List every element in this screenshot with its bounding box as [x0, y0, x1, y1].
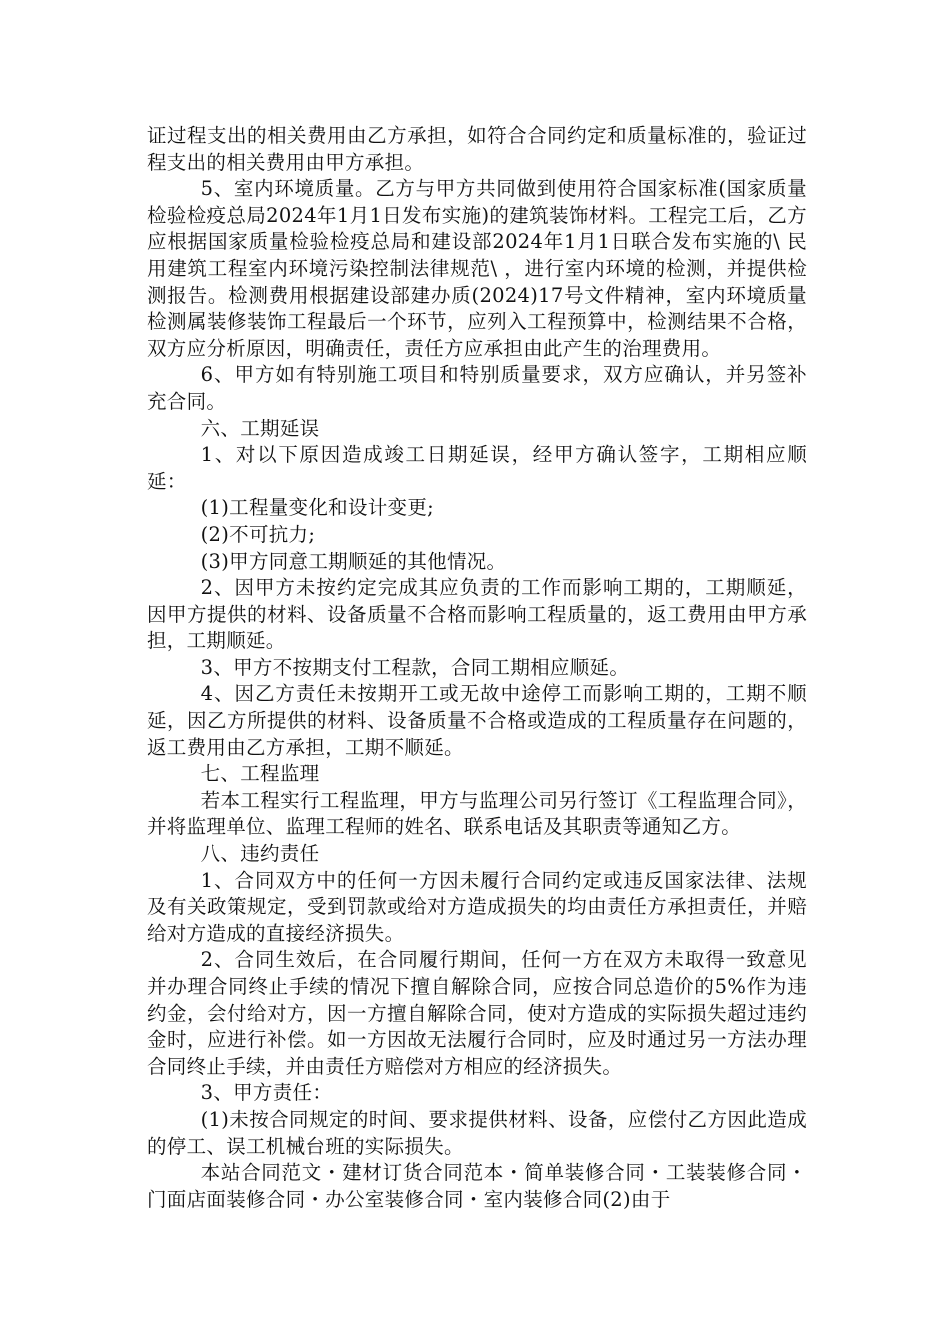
paragraph-liability-2: 2、合同生效后，在合同履行期间，任何一方在双方未取得一致意见并办理合同终止手续的情况下擅自解除合同，应按合同总造价的5%作为违约金，会付给对方，因一方擅自解除合同，使对方造成的实际损失超过违约金时，应进行补偿。如一方因故无法履行合同时，应及时通过另一方法办理合同终止手续，并由责任方赔偿对方相应的经济损失。	[147, 948, 807, 1078]
paragraph-party-a-liability: 3、甲方责任：	[200, 1081, 333, 1105]
paragraph-delay-reasons: 1、对以下原因造成竣工日期延误，经甲方确认签字，工期相应顺延：	[147, 443, 807, 493]
document-body	[147, 123, 807, 1213]
paragraph-special-requirements: 6、甲方如有特别施工项目和特别质量要求，双方应确认，并另签补充合同。	[147, 363, 807, 413]
paragraph-party-b-delay: 4、因乙方责任未按期开工或无故中途停工而影响工期的，工期不顺延，因乙方所提供的材料、设备质量不合格或造成的工程质量存在问题的，返工费用由乙方承担，工期不顺延。	[147, 682, 807, 759]
paragraph-liability-1: 1、合同双方中的任何一方因未履行合同约定或违反国家法律、法规及有关政策规定，受到罚款或给对方造成损失的均由责任方承担责任，并赔给对方造成的直接经济损失。	[147, 868, 807, 945]
paragraph-cost-verification: 证过程支出的相关费用由乙方承担，如符合合同约定和质量标准的，验证过程支出的相关费用由甲方承担。	[147, 124, 807, 174]
list-item-design-change: (1)工程量变化和设计变更;	[200, 496, 435, 520]
section-heading-delay: 六、工期延误	[200, 416, 320, 440]
paragraph-materials-liability: (1)未按合同规定的时间、要求提供材料、设备，应偿付乙方因此造成的停工、误工机械台班的实际损失。	[147, 1107, 807, 1158]
section-heading-supervision: 七、工程监理	[200, 762, 320, 786]
list-item-other: (3)甲方同意工期顺延的其他情况。	[200, 549, 507, 573]
paragraph-payment-delay: 3、甲方不按期支付工程款，合同工期相应顺延。	[200, 655, 630, 679]
paragraph-related-links: 本站合同范文・建材订货合同范本・简单装修合同・工装装修合同・门面店面装修合同・办公室装修合同・室内装修合同(2)由于	[147, 1161, 807, 1211]
section-heading-liability: 八、违约责任	[200, 842, 320, 866]
list-item-force-majeure: (2)不可抗力;	[200, 522, 316, 546]
paragraph-indoor-environment: 5、室内环境质量。乙方与甲方共同做到使用符合国家标准(国家质量检验检疫总局2024年1月1日发布实施)的建筑装饰材料。工程完工后，乙方应根据国家质量检验检疫总局和建设部2024年1月1日联合发布实施的\ 民用建筑工程室内环境污染控制法律规范\ ，进行室内环境的检测，并提供检测报告。检测费用根据建设部建办质(2024)17号文件精神，室内环境质量检测属装修装饰工程最后一个环节，应列入工程预算中，检测结果不合格，双方应分析原因，明确责任，责任方应承担由此产生的治理费用。	[147, 177, 807, 360]
paragraph-supervision: 若本工程实行工程监理，甲方与监理公司另行签订《工程监理合同》，并将监理单位、监理工程师的姓名、联系电话及其职责等通知乙方。	[147, 788, 807, 839]
paragraph-party-a-delay: 2、因甲方未按约定完成其应负责的工作而影响工期的，工期顺延，因甲方提供的材料、设备质量不合格而影响工程质量的，返工费用由甲方承担，工期顺延。	[147, 576, 807, 653]
